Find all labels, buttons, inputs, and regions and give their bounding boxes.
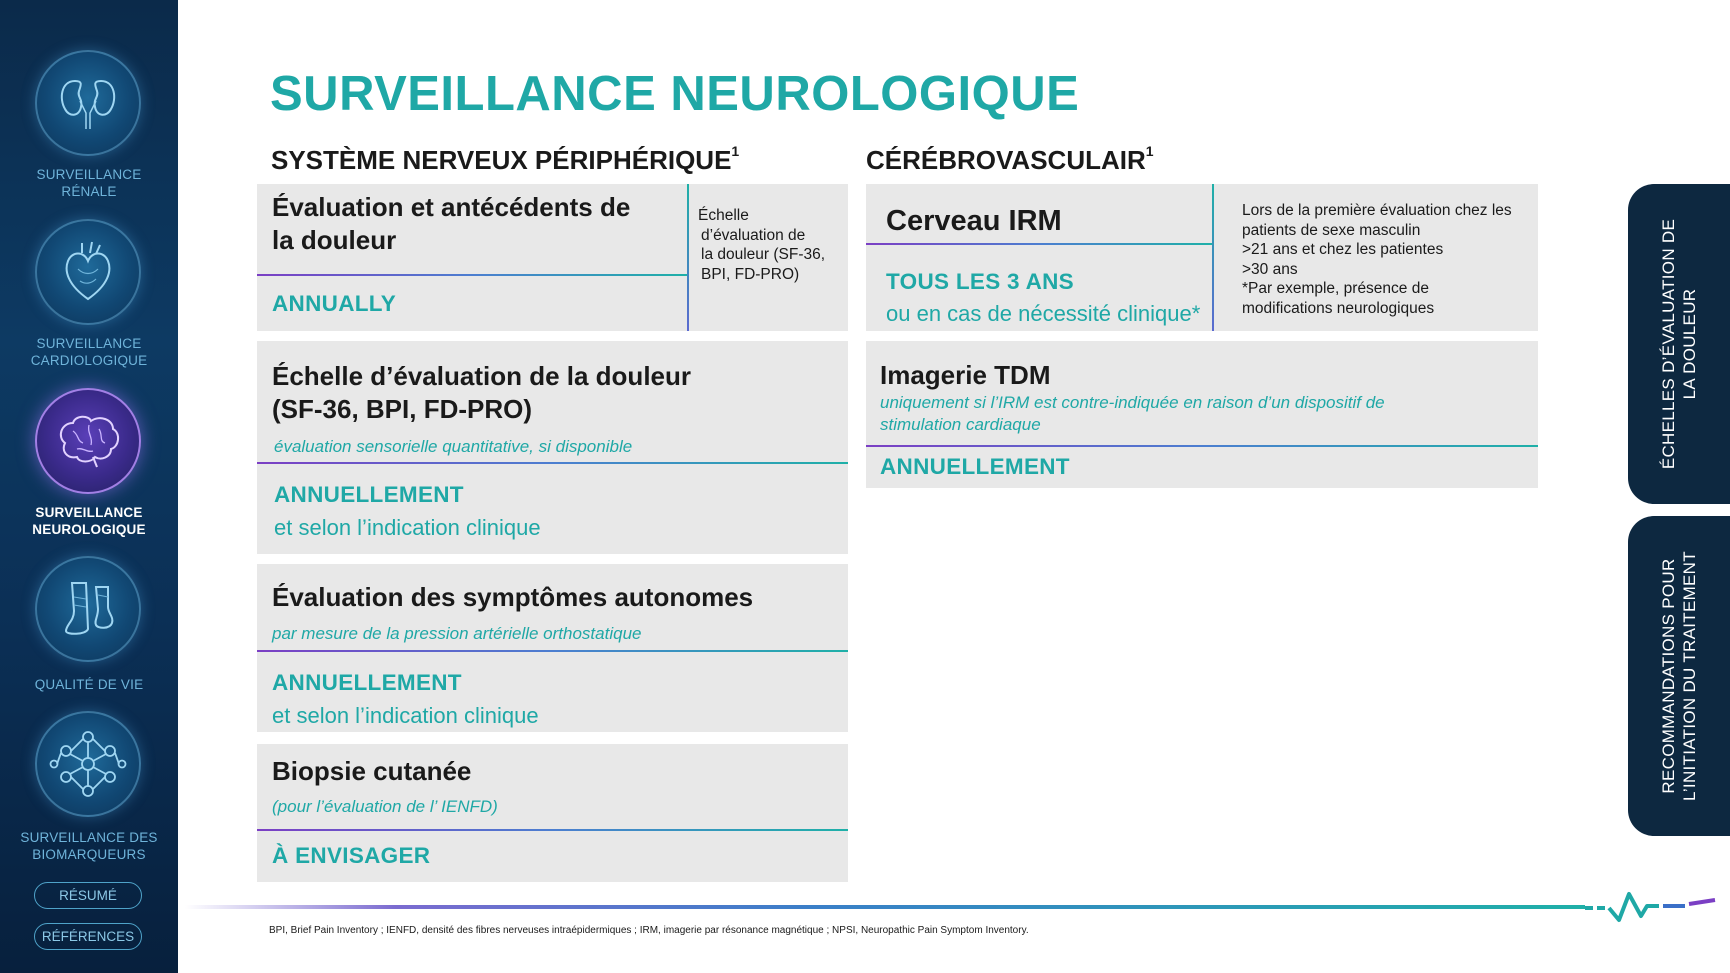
side-note-line: d’évaluation de <box>701 226 806 244</box>
frequency-label: ANNUELLEMENT <box>880 454 1070 479</box>
sidebar-item-label: SURVEILLANCE <box>36 336 142 351</box>
tab-label <box>1658 551 1700 801</box>
references-button[interactable]: RÉFÉRENCES <box>34 923 142 950</box>
section-heading-text: CÉRÉBROVASCULAIR <box>866 145 1146 175</box>
card-title-line: Évaluation et antécédents de <box>272 192 631 222</box>
card-divider <box>257 462 848 464</box>
frequency-note: ou en cas de nécessité clinique* <box>886 301 1201 326</box>
side-note-line: modifications neurologiques <box>1242 299 1435 317</box>
heart-icon <box>35 219 141 325</box>
footnote-ref: 1 <box>731 143 740 159</box>
card-vertical-divider <box>687 184 689 331</box>
frequency-label: ANNUELLEMENT <box>272 670 462 695</box>
side-note-line: patients de sexe masculin <box>1242 221 1421 239</box>
card-divider <box>866 445 1538 447</box>
card-divider <box>866 243 1213 245</box>
side-note-line: >30 ans <box>1242 260 1298 278</box>
brain-icon <box>35 388 141 494</box>
tab-label <box>1658 219 1700 469</box>
tab-label-line: RECOMMANDATIONS POUR <box>1659 558 1678 794</box>
card-title <box>272 191 672 257</box>
card-divider <box>257 274 687 276</box>
card-title: Évaluation des symptômes autonomes <box>272 582 754 612</box>
card-title: Cerveau IRM <box>886 205 1062 237</box>
card-title: Imagerie TDM <box>880 360 1051 390</box>
card-divider <box>257 829 848 831</box>
card-subtitle: par mesure de la pression artérielle orthostatique <box>272 624 642 643</box>
side-note-line: BPI, FD-PRO) <box>701 265 800 283</box>
sidebar-item-renal[interactable] <box>0 50 178 205</box>
section-heading-text: SYSTÈME NERVEUX PÉRIPHÉRIQUE <box>271 145 732 175</box>
heartbeat-logo-icon <box>1585 888 1725 933</box>
card-pain-scale <box>257 341 848 554</box>
frequency-label: À ENVISAGER <box>272 843 431 868</box>
card-title-line: la douleur <box>272 225 397 255</box>
tab-pain-scales[interactable] <box>1628 184 1730 504</box>
kidneys-icon <box>35 50 141 156</box>
sidebar-item-label: RÉNALE <box>61 184 117 199</box>
sidebar-item-quality-of-life[interactable] <box>0 556 178 696</box>
card-subtitle: (pour l’évaluation de l’ IENFD) <box>272 797 498 816</box>
side-note-line: la douleur (SF-36, <box>701 246 826 263</box>
frequency-label: TOUS LES 3 ANS <box>886 269 1074 294</box>
sidebar-item-label: QUALITÉ DE VIE <box>34 677 144 692</box>
sidebar-item-label: SURVEILLANCE <box>35 505 143 520</box>
section-heading-peripheral <box>271 145 739 176</box>
card-vertical-divider <box>1212 184 1214 331</box>
footnote-ref: 1 <box>1145 143 1154 159</box>
side-note-line: >21 ans et chez les patientes <box>1242 241 1444 258</box>
frequency-note: et selon l’indication clinique <box>274 515 541 540</box>
side-note <box>698 206 848 284</box>
tab-treatment-recommendations[interactable] <box>1628 516 1730 836</box>
card-ct-imaging <box>866 341 1538 488</box>
side-note-line: *Par exemple, présence de <box>1242 280 1429 297</box>
card-title-line: Échelle d’évaluation de la douleur <box>272 361 691 391</box>
side-note-line: Échelle <box>698 207 749 224</box>
card-skin-biopsy <box>257 744 848 882</box>
side-note <box>1242 201 1538 318</box>
card-autonomic-symptoms <box>257 564 848 732</box>
tab-label-line: ÉCHELLES D’ÉVALUATION DE <box>1659 218 1678 470</box>
card-subtitle-line: uniquement si l’IRM est contre-indiquée en raison d’un dispositif de <box>880 393 1385 412</box>
card-subtitle <box>880 392 1530 436</box>
card-title: Biopsie cutanée <box>272 756 472 786</box>
side-note-line: Lors de la première évaluation chez les <box>1242 202 1512 219</box>
foot-icon <box>35 556 141 662</box>
summary-button[interactable]: RÉSUMÉ <box>34 882 142 909</box>
card-title <box>272 360 832 426</box>
sidebar-item-label: CARDIOLOGIQUE <box>30 353 148 368</box>
footer-divider <box>185 905 1585 909</box>
sidebar-item-label: BIOMARQUEURS <box>32 847 146 862</box>
molecule-icon <box>35 711 141 817</box>
frequency-label: ANNUELLEMENT <box>274 482 464 507</box>
card-pain-history <box>257 184 848 331</box>
card-title-line: (SF-36, BPI, FD-PRO) <box>272 394 533 424</box>
sidebar-item-label: SURVEILLANCE <box>36 167 142 182</box>
sidebar-item-neuro[interactable] <box>0 388 178 543</box>
sidebar <box>0 0 178 973</box>
page-title: SURVEILLANCE NEUROLOGIQUE <box>270 67 1080 121</box>
card-subtitle-line: stimulation cardiaque <box>880 415 1041 434</box>
section-heading-cerebrovascular <box>866 145 1154 176</box>
frequency-note: et selon l’indication clinique <box>272 703 539 728</box>
frequency-label: ANNUALLY <box>272 291 397 316</box>
sidebar-item-cardio[interactable] <box>0 219 178 374</box>
card-brain-mri <box>866 184 1538 331</box>
card-subtitle: évaluation sensorielle quantitative, si disponible <box>274 437 633 456</box>
tab-label-line: L’INITIATION DU TRAITEMENT <box>1680 551 1699 801</box>
footnote: BPI, Brief Pain Inventory ; IENFD, densité des fibres nerveuses intraépidermiques ; IRM, imagerie par résonance magnétique ; NPSI, Neuropathic Pain Symptom Inventory. <box>269 925 1029 936</box>
sidebar-item-label: SURVEILLANCE DES <box>20 830 158 845</box>
card-divider <box>257 650 848 652</box>
sidebar-item-label: NEUROLOGIQUE <box>32 522 146 537</box>
sidebar-item-biomarkers[interactable] <box>0 711 178 861</box>
tab-label-line: LA DOULEUR <box>1680 288 1699 400</box>
